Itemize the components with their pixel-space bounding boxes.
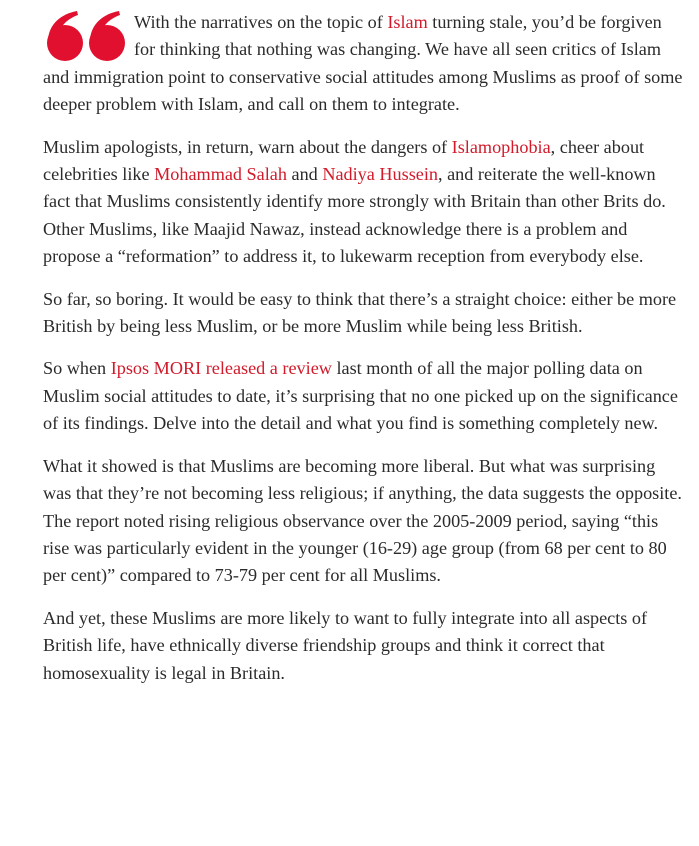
link-ipsos-mori-review[interactable]: Ipsos MORI released a review bbox=[110, 358, 332, 379]
paragraph-text: , cheer about celebrities like bbox=[43, 136, 645, 185]
paragraph-text: With the narratives on the topic of bbox=[134, 12, 388, 32]
paragraph-3 bbox=[43, 286, 683, 341]
link-islam[interactable]: Islam bbox=[387, 12, 428, 32]
paragraph-text: , and reiterate the well-known fact that Muslims consistently identify more strongly with Britain than other Brits do. Other Muslims, like Maajid Nawaz, instead acknowledge there is a problem and propose a “reformation” to address it, to lukewarm reception from everybody else. bbox=[43, 164, 666, 267]
paragraph-text: So far, so boring. It would be easy to think that there’s a straight choice: either be more British by being less Muslim, or be more Muslim while being less British. bbox=[43, 288, 677, 337]
paragraph-text: And yet, these Muslims are more likely to want to fully integrate into all aspects of British life, have ethnically diverse friendship groups and think it correct that homosexuality is legal in Britain. bbox=[43, 607, 648, 683]
paragraph-text: and bbox=[286, 164, 323, 185]
paragraph-2 bbox=[43, 134, 683, 271]
link-islamophobia[interactable]: Islamophobia bbox=[451, 136, 551, 157]
link-mohammad-salah[interactable]: Mohammad Salah bbox=[154, 164, 287, 185]
paragraph-text: What it showed is that Muslims are becoming more liberal. But what was surprising was that they’re not becoming less religious; if anything, the data suggests the opposite. The report noted rising religious observance over the 2005-2009 period, saying “this rise was particularly evident in the younger (16-29) age group (from 68 per cent to 80 per cent)” compared to 73-79 per cent for all Muslims. bbox=[43, 455, 682, 586]
paragraph-6 bbox=[43, 605, 683, 687]
link-nadiya-hussein[interactable]: Nadiya Hussein bbox=[322, 164, 438, 185]
paragraph-5 bbox=[43, 453, 683, 590]
paragraph-text: last month of all the major polling data on Muslim social attitudes to date, it’s surprising that no one picked up on the significance of its findings. Delve into the detail and what you find is something completely new. bbox=[43, 358, 678, 434]
double-quote-icon bbox=[43, 10, 130, 62]
paragraph-text: So when bbox=[43, 358, 111, 379]
paragraph-1 bbox=[43, 9, 683, 119]
paragraph-text: Muslim apologists, in return, warn about the dangers of bbox=[43, 136, 452, 157]
paragraph-text: turning stale, you’d be forgiven for thinking that nothing was changing. We have all seen critics of Islam and immigration point to conservative social attitudes among Muslims as proof of some deeper problem with Islam, and call on them to integrate. bbox=[43, 12, 683, 115]
paragraph-4 bbox=[43, 355, 683, 437]
article-body bbox=[43, 9, 683, 702]
